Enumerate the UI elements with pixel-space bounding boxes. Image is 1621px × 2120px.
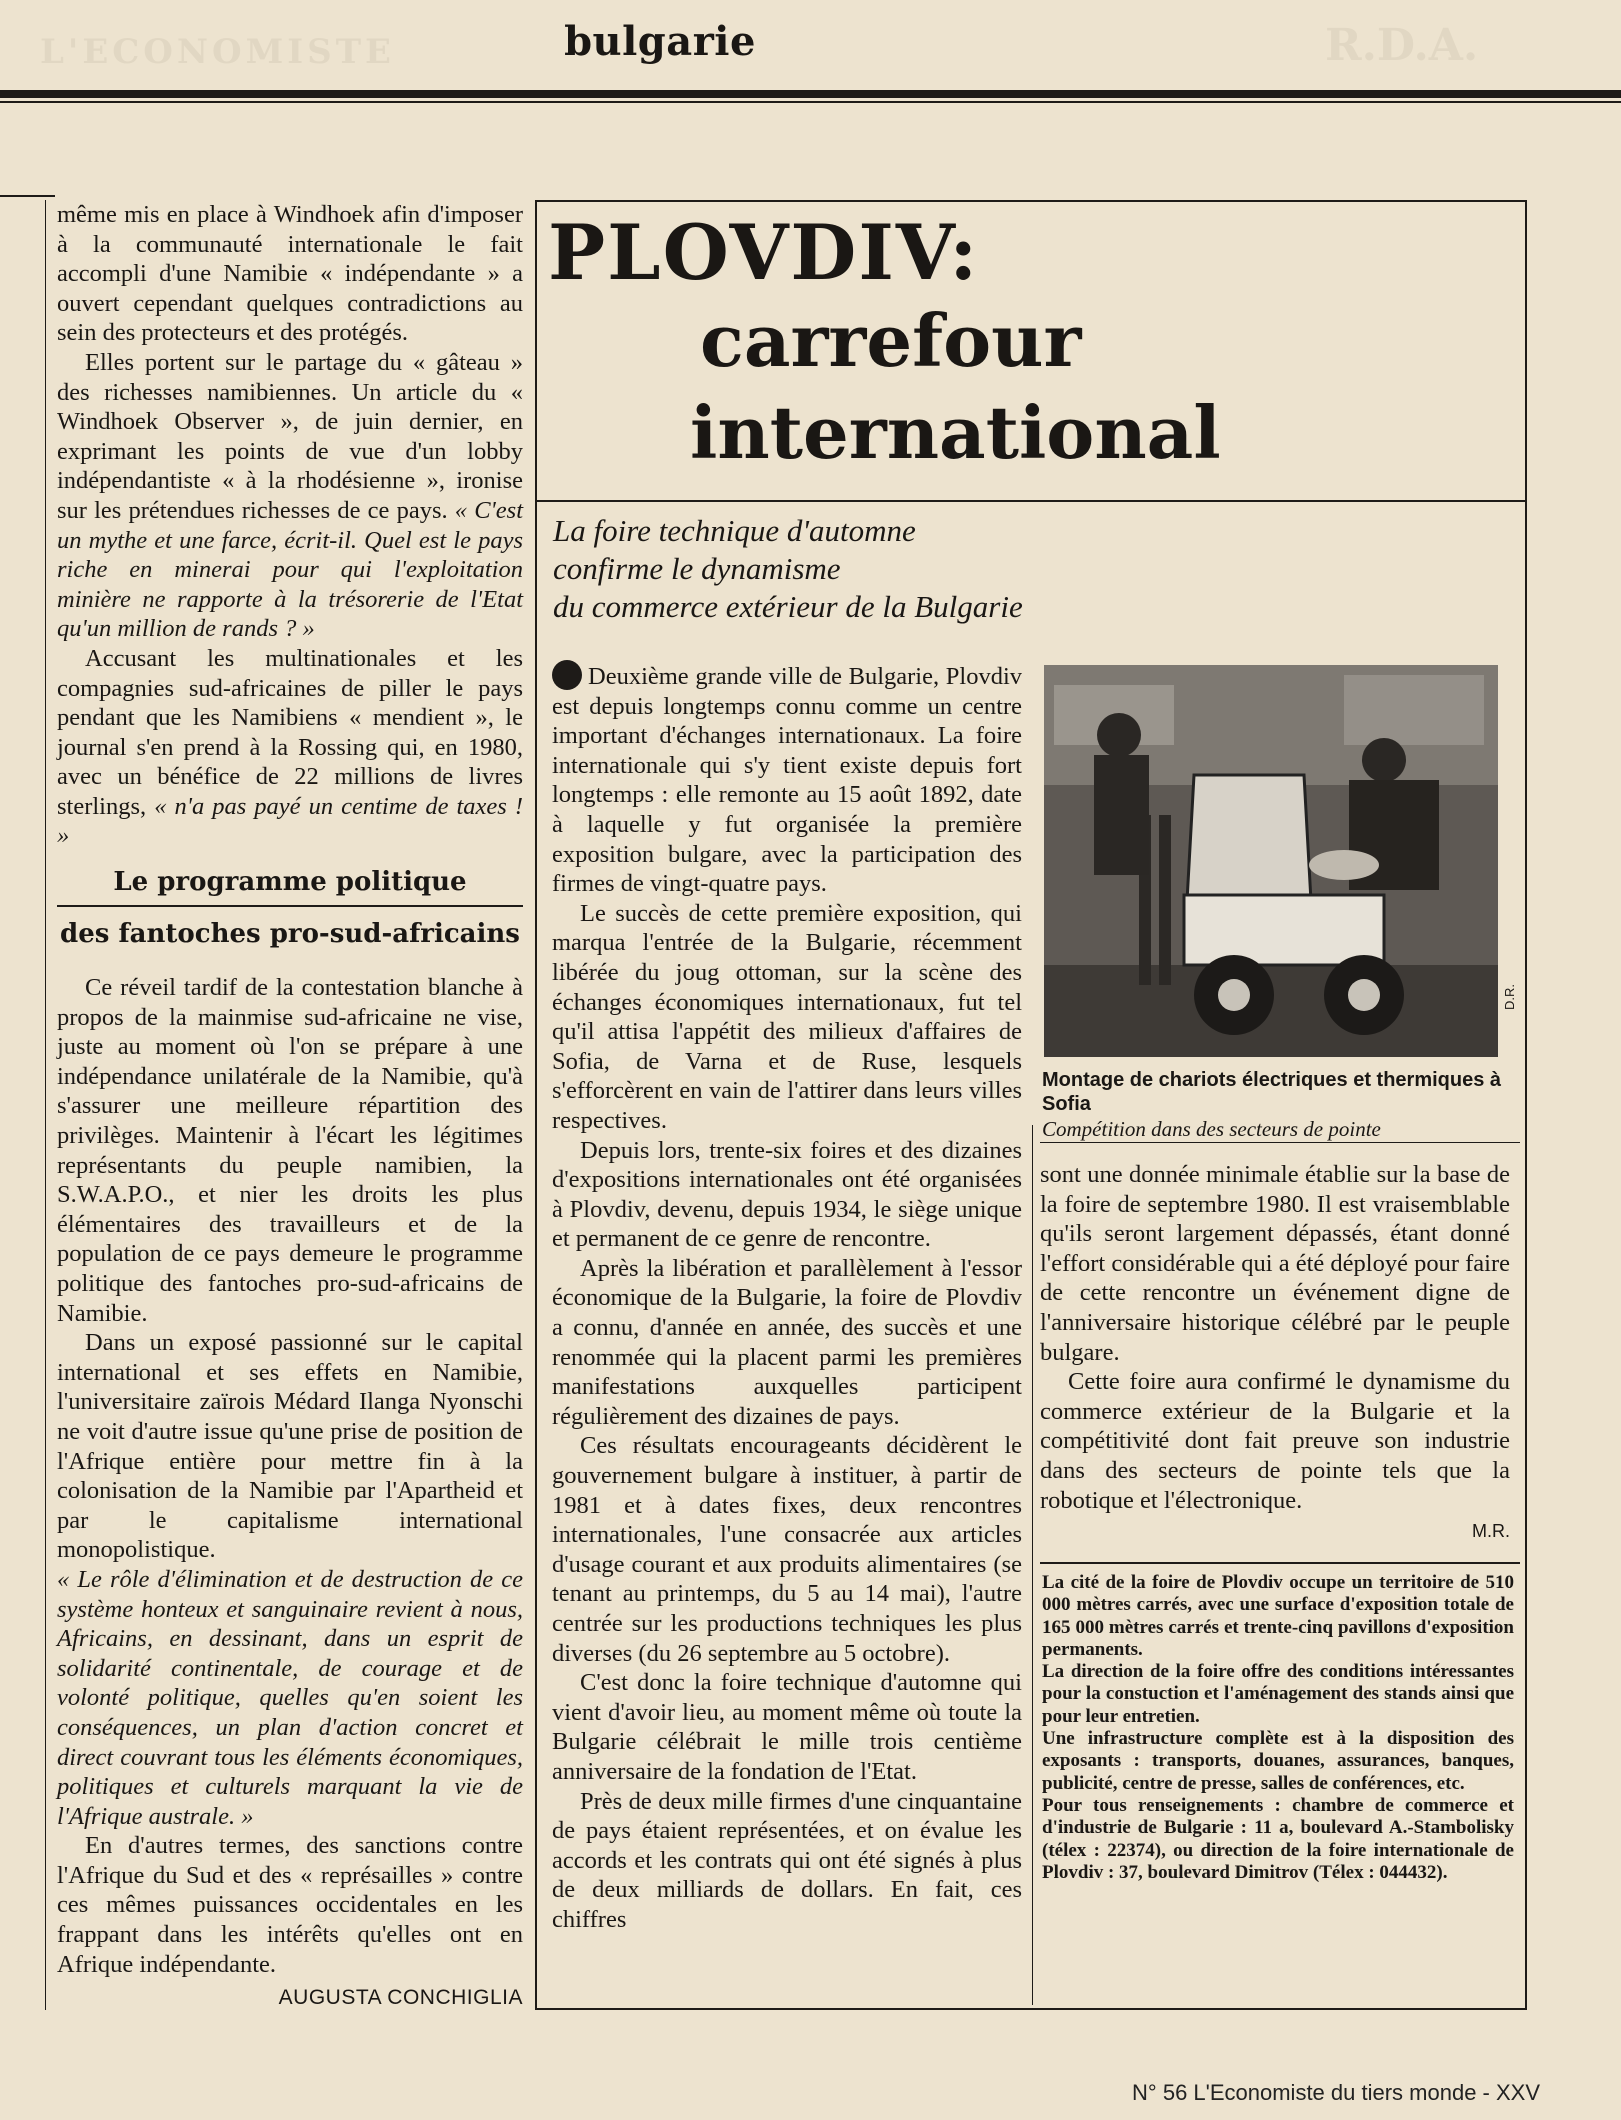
bullet-mark-icon [552, 660, 582, 690]
section-title: bulgarie [564, 18, 756, 65]
info-item: Pour tous renseignements : chambre de commerce et d'industrie de Bulgarie : 11 a, boulevard A.-Stambolisky (télex : 22374), ou direction de la foire internationale de Plovdiv : 37, boulevard Dimitrov (Télex : 044432). [1042, 1794, 1514, 1883]
left-paragraph: Dans un exposé passionné sur le capital international et ses effets en Namibie, l'universitaire zaïrois Médard Ilanga Nyonschi ne voit d'autre issue qu'une prise de position de l'Afrique entière pour mettre fin à la colonisation de la Namibie par l'Apartheid et par le capitalisme international monopolistique. [57, 1329, 523, 1564]
middle-column [552, 660, 1022, 1935]
left-paragraph: Ce réveil tardif de la contestation blanche à propos de la mainmise sud-africaine ne vise, juste au moment où l'on se prépare à une indépendance unilatérale de la Namibie, qu'à s'assurer une meilleure répartition des privilèges. Maintenir à l'écart les légitimes représentants du peuple namibien, la S.W.A.P.O., et nier les droits les plus élémentaires des travailleurs et de la population de ce pays demeure le programme politique des fantoches pro-sud-africains de Namibie. [57, 974, 523, 1327]
middle-paragraph: Près de deux mille firmes d'une cinquantaine de pays étaient représentées, et on évalue les accords et les contrats qui ont été signés à plus de deux milliards de dollars. En fait, ces chiffres [552, 1787, 1022, 1933]
ghost-masthead-left: L'ECONOMISTE [40, 32, 395, 72]
left-paragraph: Elles portent sur le partage du « gâteau » des richesses namibiennes. Un article du « Windhoek Observer », de juin dernier, en exprimant les points de vue d'un lobby indépendantiste « à la rhodésienne », ironise sur les prétendues richesses de ce pays. « C'est un mythe et une farce, écrit-il. Quel est le pays riche en minerai pour qui l'exploitation minière ne rapporte à la trésorerie de l'Etat qu'un million de rands ? » [57, 348, 524, 643]
column-rule-left [0, 195, 55, 197]
ghost-masthead-right: R.D.A. [1325, 20, 1479, 71]
forklift-photo [1044, 665, 1498, 1057]
infobox-rule [1040, 1562, 1520, 1564]
middle-paragraph: Depuis lors, trente-six foires et des dizaines d'expositions internationales ont été organisées à Plovdiv, devenu, depuis 1934, le siège unique et permanent de ce genre de rencontre. [552, 1136, 1022, 1253]
right-column [1040, 1160, 1510, 1547]
subhead-rule [57, 905, 523, 907]
author-initials: M.R. [1472, 1521, 1510, 1542]
deck-line: du commerce extérieur de la Bulgarie [553, 589, 1023, 624]
article-title-line-3: international [690, 390, 1221, 475]
article-title-line-1: PLOVDIV: [548, 208, 980, 297]
deck-line: La foire technique d'automne [553, 513, 916, 548]
right-paragraph: sont une donnée minimale établie sur la base de la foire de septembre 1980. Il est vraisemblable qu'ils seront largement dépassés, étant donné l'effort considérable qui a été déployé pour faire de cette rencontre un événement digne de l'anniversaire historique célébré par le peuple bulgare. [1040, 1161, 1510, 1366]
info-item: Une infrastructure complète est à la disposition des exposants : transports, douanes, assurances, banques, publicité, centre de presse, salles de conférences, etc. [1042, 1728, 1514, 1794]
author-signature: AUGUSTA CONCHIGLIA [278, 1986, 523, 2010]
left-quote: « Le rôle d'élimination et de destruction de ce système honteux et sanguinaire revient à nous, Africains, en dessinant, dans un esprit de solidarité continentale, de courage et de volonté politique, quelles qu'en soient les conséquences, un plan d'action concret et direct couvrant tous les éléments économiques, politiques et culturels marquant la vie de l'Afrique australe. » [57, 1565, 523, 1830]
caption-rule [1040, 1142, 1520, 1143]
article-title-line-2: carrefour [700, 298, 1082, 383]
column-divider [1032, 1125, 1033, 2005]
header-rule-thick [0, 90, 1621, 98]
caption-title: Montage de chariots électriques et thermiques à Sofia [1042, 1069, 1502, 1115]
info-item: La cité de la foire de Plovdiv occupe un territoire de 510 000 mètres carrés, avec une surface d'exposition totale de 165 000 mètres carrés et trente-cinq pavillons d'exposition permanents. [1042, 1572, 1514, 1660]
info-item: La direction de la foire offre des conditions intéressantes pour la constuction et l'aménagement des stands ainsi que pour leur entretien. [1042, 1661, 1514, 1727]
caption-subtitle: Compétition dans des secteurs de pointe [1042, 1117, 1381, 1141]
left-paragraph: Accusant les multinationales et les compagnies sud-africaines de piller le pays pendant que les Namibiens « mendient », le journal s'en prend à la Rossing qui, en 1980, avec un bénéfice de 22 millions de livres sterlings, « n'a pas payé un centime de taxes ! » [57, 644, 523, 850]
article-deck [553, 512, 1273, 626]
subhead-line-2: des fantoches pro-sud-africains [60, 919, 520, 950]
subhead-line-1: Le programme politique [113, 867, 467, 898]
left-paragraph: même mis en place à Windhoek afin d'imposer à la communauté internationale le fait accompli d'une Namibie « indépendante » a ouvert cependant quelques contradictions au sein des protecteurs et des protégés. [57, 201, 523, 347]
middle-paragraph: C'est donc la foire technique d'automne qui vient d'avoir lieu, au moment même où toute la Bulgarie célébrait le mille trois centième anniversaire de la fondation de l'Etat. [552, 1669, 1022, 1785]
left-quote: « n'a pas payé un centime de taxes ! » [57, 792, 523, 850]
right-paragraph: Cette foire aura confirmé le dynamisme du commerce extérieur de la Bulgarie et la compétitivité dont fait preuve son industrie dans des secteurs de pointe tels que la robotique et l'électronique. [1040, 1368, 1510, 1514]
forklift-illustration [1044, 665, 1498, 1057]
title-rule [536, 500, 1526, 502]
left-column-border [45, 200, 46, 2010]
left-column [57, 200, 523, 2013]
photo-credit: D.R. [1502, 984, 1517, 1010]
info-box [1042, 1572, 1514, 1884]
middle-paragraph: Ces résultats encourageants décidèrent le gouvernement bulgare à instituer, à partir de 1981 et à dates fixes, deux rencontres internationales, l'une consacrée aux articles d'usage courant et aux produits alimentaires (se tenant au printemps, du 5 au 14 mai), l'autre centrée sur les productions techniques les plus diverses (du 26 septembre au 5 octobre). [552, 1432, 1022, 1667]
middle-paragraph: Après la libération et parallèlement à l'essor économique de la Bulgarie, la foire de Plovdiv a connu, d'année en année, des succès et une renommée qui la placent parmi les premières manifestations auxquelles participent régulièrement des dizaines de pays. [552, 1254, 1022, 1430]
middle-paragraph: Deuxième grande ville de Bulgarie, Plovdiv est depuis longtemps connu comme un centre important d'échanges internationaux. La foire internationale qui s'y tient existe depuis fort longtemps : elle remonte au 15 août 1892, date à laquelle y fut organisée la première exposition bulgare, avec la participation des firmes de vingt-quatre pays. [552, 660, 1022, 899]
header-rule-thin [0, 101, 1621, 103]
photo-caption [1042, 1068, 1512, 1142]
page-footer: N° 56 L'Economiste du tiers monde - XXV [1132, 2080, 1540, 2105]
deck-line: confirme le dynamisme [553, 551, 841, 586]
left-paragraph: En d'autres termes, des sanctions contre l'Afrique du Sud et des « représailles » contre ces mêmes puissances occidentales en les frappant dans les intérêts qu'elles ont en Afrique indépendante. [57, 1832, 523, 1978]
middle-paragraph: Le succès de cette première exposition, qui marqua l'entrée de la Bulgarie, récemment libérée du joug ottoman, sur la scène des échanges économiques internationaux, fut tel qu'il attisa l'appétit des milieux d'affaires de Sofia, de Varna et de Ruse, lesquels s'efforcèrent en vain de l'attirer dans leurs villes respectives. [552, 899, 1022, 1134]
left-quote: « C'est un mythe et une farce, écrit-il. Quel est le pays riche en minerai pour qui l'exploitation minière ne rapporte à la trésorerie de l'Etat qu'un million de rands ? » [57, 496, 524, 643]
